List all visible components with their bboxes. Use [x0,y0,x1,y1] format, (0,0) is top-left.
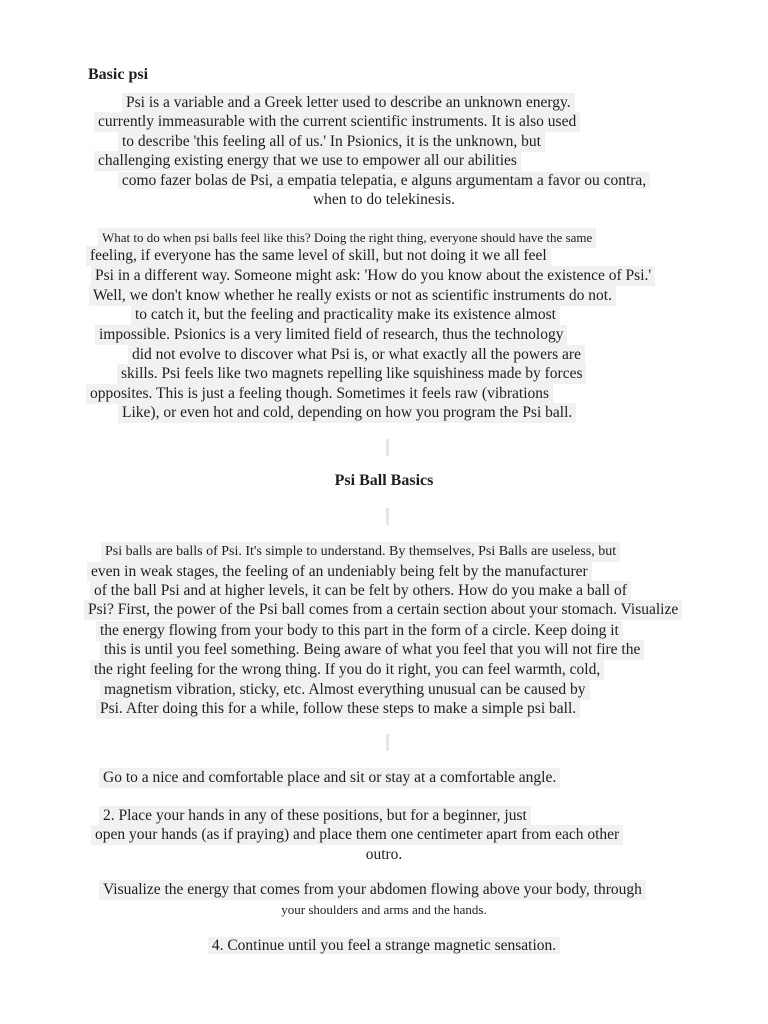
step-3: Visualize the energy that comes from your abdomen flowing above your body, through [99,880,646,900]
text-line: Like), or even hot and cold, depending on how you program the Psi ball. [118,403,576,423]
text-line: impossible. Psionics is a very limited field of research, thus the technology [95,325,567,345]
text-line: Psi balls are balls of Psi. It's simple to understand. By themselves, Psi Balls are useless, but [101,542,620,562]
divider-mark [386,439,389,456]
text-line: skills. Psi feels like two magnets repelling like squishiness made by forces [117,364,586,384]
text-line: feeling, if everyone has the same level of skill, but not doing it we all feel [86,246,551,266]
text-line: Well, we don't know whether he really exists or not as scientific instruments do not. [89,286,616,306]
text-line: What to do when psi balls feel like this? Doing the right thing, everyone should have the same [98,228,596,248]
divider-mark [386,734,389,751]
divider-mark [386,508,389,525]
text-line: Psi? First, the power of the Psi ball comes from a certain section about your stomach. Visualize [84,600,682,620]
text-line: Psi. After doing this for a while, follow these steps to make a simple psi ball. [96,699,580,719]
text-line: this is until you feel something. Being aware of what you feel that you will not fire the [100,640,644,660]
text-line: opposites. This is just a feeling though. Sometimes it feels raw (vibrations [86,384,553,404]
text-line: challenging existing energy that we use to empower all our abilities [94,151,521,171]
step-1: Go to a nice and comfortable place and sit or stay at a comfortable angle. [99,768,560,788]
text-line: Psi in a different way. Someone might ask: 'How do you know about the existence of Psi.' [91,266,655,286]
text-line: even in weak stages, the feeling of an undeniably being felt by the manufacturer [87,562,592,582]
heading-basic-psi: Basic psi [88,66,149,83]
heading-psi-ball-basics: Psi Ball Basics [334,472,434,489]
text-line: your shoulders and arms and the hands. [281,902,487,917]
text-line: the right feeling for the wrong thing. If you do it right, you can feel warmth, cold, [90,660,604,680]
step-2: 2. Place your hands in any of these positions, but for a beginner, just [99,806,531,826]
text-line: como fazer bolas de Psi, a empatia telepatia, e alguns argumentam a favor ou contra, [0,171,768,191]
text-line: outro. [365,846,403,863]
text-line: the energy flowing from your body to this part in the form of a circle. Keep doing it [96,621,623,641]
text-line: to describe 'this feeling all of us.' In Psionics, it is the unknown, but [118,132,545,152]
step-4: 4. Continue until you feel a strange magnetic sensation. [0,936,768,956]
text-line: of the ball Psi and at higher levels, it can be felt by others. How do you make a ball of [90,581,631,601]
text-line: to catch it, but the feeling and practicality make its existence almost [131,305,560,325]
text-line: did not evolve to discover what Psi is, or what exactly all the powers are [128,345,585,365]
text-line: currently immeasurable with the current scientific instruments. It is also used [94,112,580,132]
text-line: when to do telekinesis. [312,191,456,208]
text-line: open your hands (as if praying) and place them one centimeter apart from each other [91,825,623,845]
text-line: Psi is a variable and a Greek letter used to describe an unknown energy. [122,93,575,113]
text-line: magnetism vibration, sticky, etc. Almost everything unusual can be caused by [100,680,590,700]
